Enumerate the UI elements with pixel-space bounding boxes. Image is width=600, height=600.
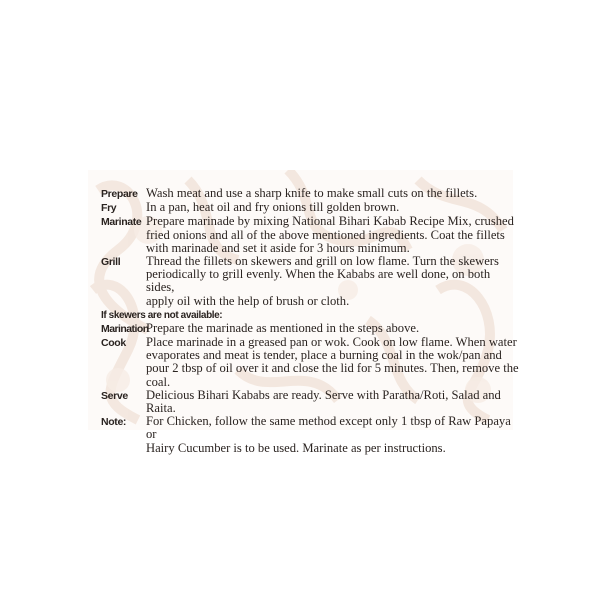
step-label: Note: bbox=[101, 416, 127, 429]
step-label: Serve bbox=[101, 389, 128, 402]
step-text: Place marinade in a greased pan or wok. Cook on low flame. When water evaporates and meat is tender, place a burning coal in the wok/pan and pour 2 tbsp of oil over it and close the lid for 5 minutes. Then, remove the coal. bbox=[146, 335, 519, 389]
step-text: For Chicken, follow the same method except only 1 tbsp of Raw Papaya or Hairy Cucumber is to be used. Marinate as per instructions. bbox=[146, 414, 511, 455]
step-text: Delicious Bihari Kababs are ready. Serve with Paratha/Roti, Salad and Raita. bbox=[146, 387, 501, 416]
step-text: Wash meat and use a sharp knife to make small cuts on the fillets. bbox=[146, 186, 478, 200]
step-text: Prepare marinade by mixing National Bihari Kabab Recipe Mix, crushed fried onions and all of the above mentioned ingredients. Coat the fillets with marinade and set it aside for 3 hours minimum. bbox=[146, 214, 514, 255]
step-label: Fry bbox=[101, 202, 117, 215]
step-note bbox=[101, 415, 521, 455]
step-cook bbox=[101, 336, 521, 389]
step-marinate bbox=[101, 215, 521, 255]
step-label: Cook bbox=[101, 337, 126, 350]
step-text: Thread the fillets on skewers and grill on low flame. Turn the skewers periodically to grill evenly. When the Kababs are well done, on both sides, apply oil with the help of brush or cloth. bbox=[146, 254, 499, 308]
step-grill bbox=[101, 255, 521, 308]
no-skewers-subheading: If skewers are not available: bbox=[101, 309, 223, 321]
step-label: Prepare bbox=[101, 188, 138, 200]
step-label: Grill bbox=[101, 256, 121, 269]
step-text: Prepare the marinade as mentioned in the steps above. bbox=[146, 320, 420, 335]
step-prepare bbox=[101, 187, 521, 201]
step-serve bbox=[101, 389, 521, 415]
step-fry bbox=[101, 201, 521, 215]
recipe-instructions bbox=[101, 187, 521, 455]
step-marination bbox=[101, 322, 521, 336]
step-label: Marinate bbox=[101, 216, 142, 229]
step-label: Marination bbox=[101, 322, 149, 335]
step-text: In a pan, heat oil and fry onions till golden brown. bbox=[146, 200, 400, 215]
